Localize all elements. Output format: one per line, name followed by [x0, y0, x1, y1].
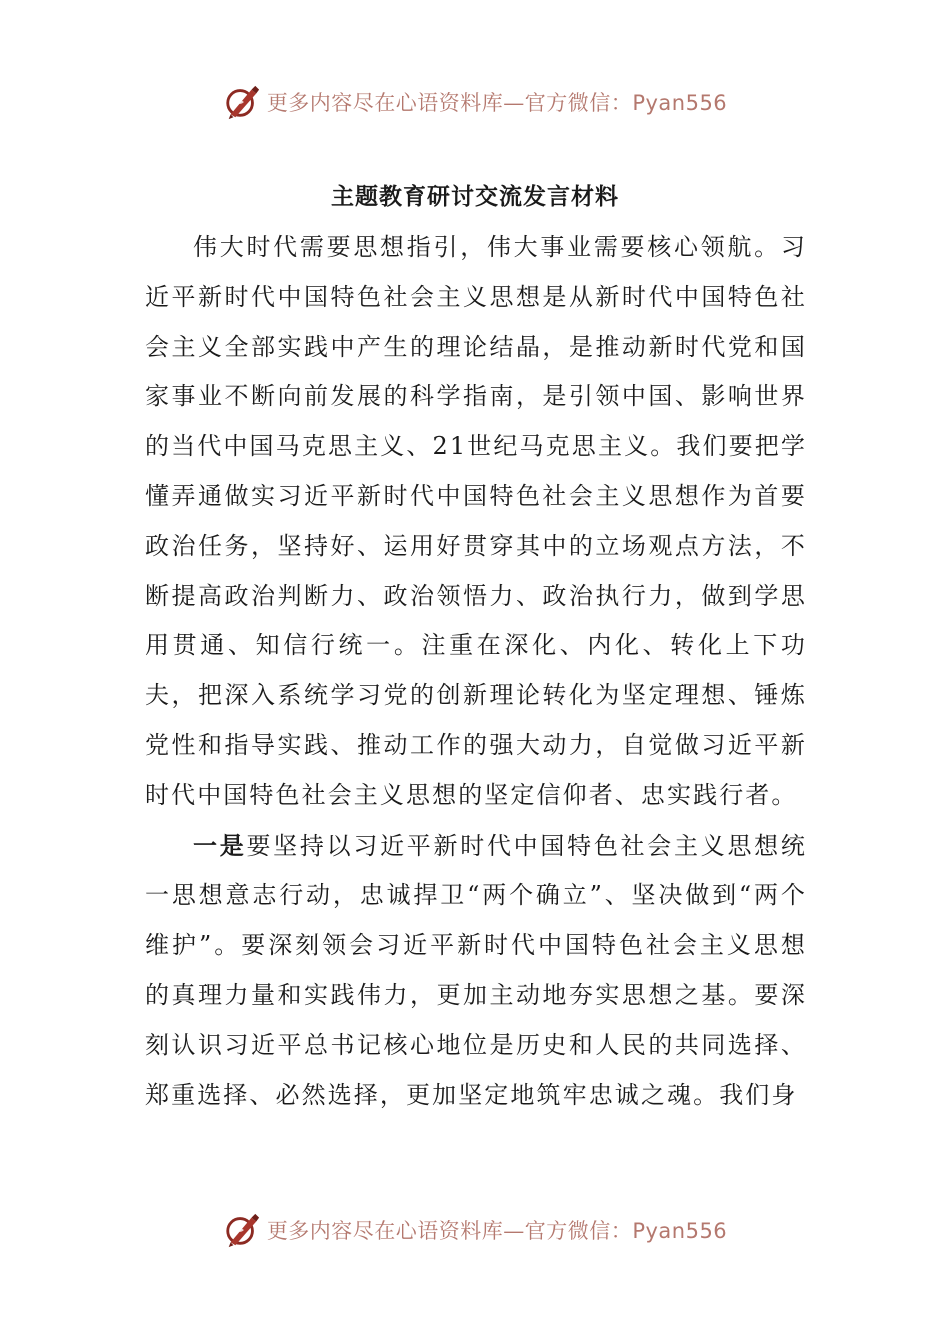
pen-logo-icon [223, 1211, 261, 1249]
paragraph-2-lead: 一是 [193, 830, 247, 860]
wechat-id: Pyan556 [632, 1219, 728, 1243]
paragraph-1-text: 伟大时代需要思想指引，伟大事业需要核心领航。习近平新时代中国特色社会主义思想是从新时代中国特色社会主义全部实践中产生的理论结晶，是推动新时代党和国家事业不断向前发展的科学指南，是引领中国、影响世界的当代中国马克思主义、21世纪马克思主义。我们要把学懂弄通做实习近平新时代中国特色社会主义思想作为首要政治任务，坚持好、运用好贯穿其中的立场观点方法，不断提高政治判断力、政治领悟力、政治执行力，做到学思用贯通、知信行统一。注重在深化、内化、转化上下功夫，把深入系统学习党的创新理论转化为坚定理想、锤炼党性和指导实践、推动工作的强大动力，自觉做习近平新时代中国特色社会主义思想的坚定信仰者、忠实践行者。 [145, 233, 807, 809]
pen-logo-icon [223, 83, 261, 121]
paragraph-2 [145, 821, 807, 1121]
footer-banner [0, 1208, 950, 1252]
paragraph-2-text: 要坚持以习近平新时代中国特色社会主义思想统一思想意志行动，忠诚捍卫“两个确立”、坚决做到“两个维护”。要深刻领会习近平新时代中国特色社会主义思想的真理力量和实践伟力，更加主动地夯实思想之基。要深刻认识习近平总书记核心地位是历史和人民的共同选择、郑重选择、必然选择，更加坚定地筑牢忠诚之魂。我们身 [145, 831, 807, 1109]
banner-text: 更多内容尽在心语资料库—官方微信： [266, 91, 633, 115]
header-banner [0, 80, 950, 124]
document-title: 主题教育研讨交流发言材料 [331, 183, 619, 210]
banner-text: 更多内容尽在心语资料库—官方微信： [266, 1219, 633, 1243]
document-body [145, 222, 807, 1120]
paragraph-1 [145, 222, 807, 821]
wechat-id: Pyan556 [632, 91, 728, 115]
